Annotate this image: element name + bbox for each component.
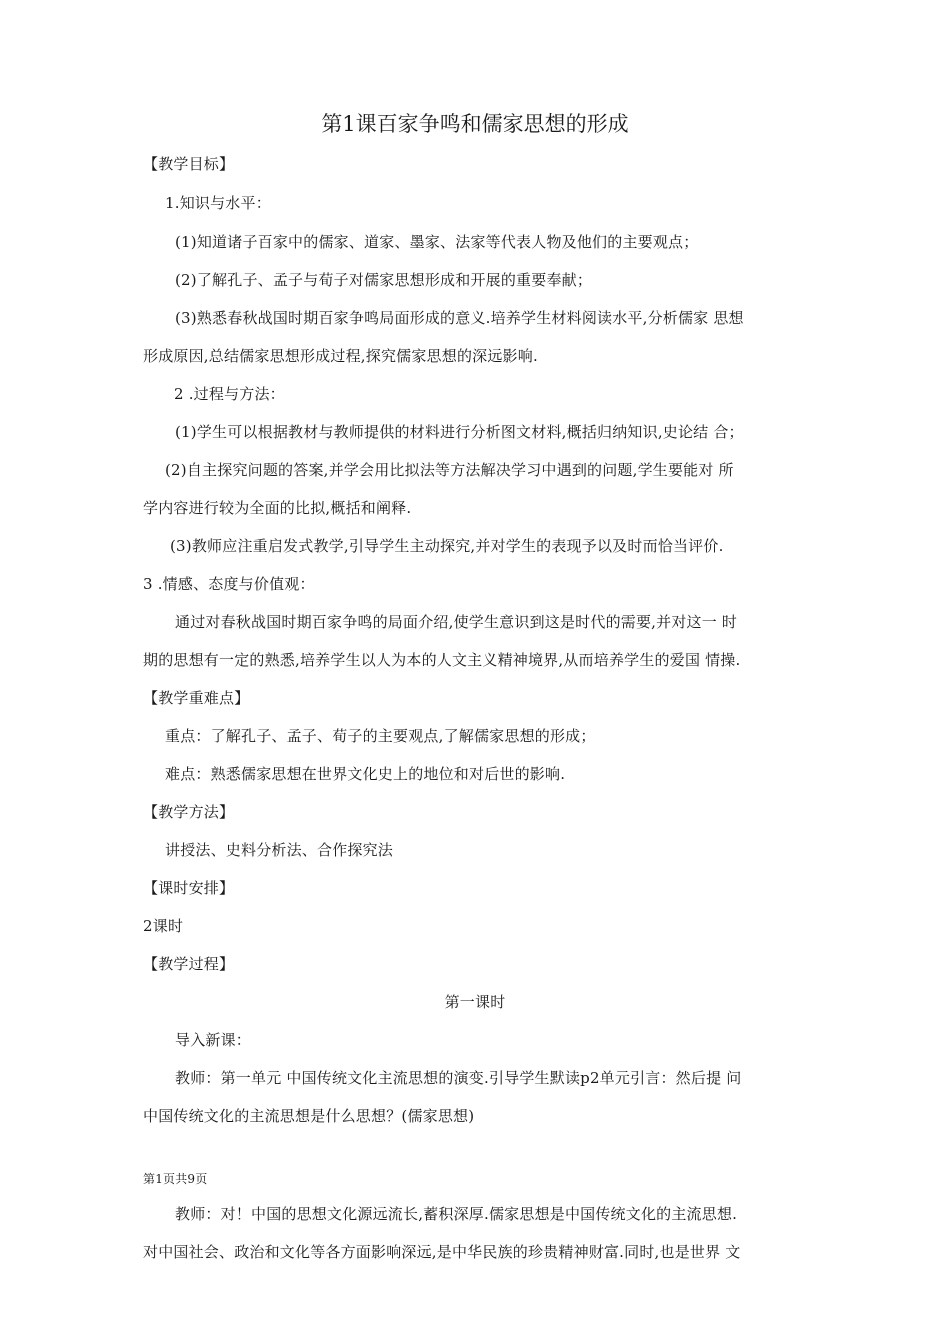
subheading-process: 2 .过程与方法： — [174, 385, 285, 403]
paragraph-line: 通过对春秋战国时期百家争鸣的局面介绍,使学生意识到这是时代的需要,并对这一 时 — [175, 613, 738, 631]
section-heading-keypoints: 【教学重难点】 — [143, 689, 250, 707]
paragraph-line: 对中国社会、政治和文化等各方面影响深远,是中华民族的珍贵精神财富.同时,也是世界 文 — [143, 1243, 741, 1261]
paragraph-line: 教师：对！中国的思想文化源远流长,蓄积深厚.儒家思想是中国传统文化的主流思想. — [175, 1205, 738, 1223]
section-heading-process: 【教学过程】 — [143, 955, 235, 973]
subheading-knowledge: 1.知识与水平： — [165, 194, 271, 212]
section-heading-methods: 【教学方法】 — [143, 803, 235, 821]
subheading-emotion: 3 .情感、态度与价值观： — [143, 575, 315, 593]
paragraph-line: (1)学生可以根据教材与教师提供的材料进行分析图文材料,概括归纳知识,史论结 合； — [175, 423, 744, 441]
paragraph-line: (3)熟悉春秋战国时期百家争鸣局面形成的意义.培养学生材料阅读水平,分析儒家 思想 — [175, 309, 744, 327]
paragraph-line: 中国传统文化的主流思想是什么思想？(儒家思想) — [143, 1107, 475, 1125]
paragraph-line: 导入新课： — [175, 1031, 252, 1049]
paragraph-line: 教师：第一单元 中国传统文化主流思想的演变.引导学生默读p2单元引言：然后提 问 — [175, 1069, 742, 1087]
paragraph-line: 2课时 — [143, 917, 184, 935]
paragraph-line: (1)知道诸子百家中的儒家、道家、墨家、法家等代表人物及他们的主要观点； — [175, 233, 699, 251]
paragraph-line: (2)了解孔子、孟子与荀子对儒家思想形成和开展的重要奉献； — [175, 271, 593, 289]
paragraph-line: 形成原因,总结儒家思想形成过程,探究儒家思想的深远影响. — [143, 347, 538, 365]
section-heading-objectives: 【教学目标】 — [143, 155, 235, 173]
paragraph-line: 难点：熟悉儒家思想在世界文化史上的地位和对后世的影响. — [165, 765, 566, 783]
paragraph-line: (3)教师应注重启发式教学,引导学生主动探究,并对学生的表现予以及时而恰当评价. — [170, 537, 724, 555]
section-heading-schedule: 【课时安排】 — [143, 879, 235, 897]
period-heading: 第一课时 — [444, 993, 506, 1011]
page-footer: 第1页共9页 — [143, 1172, 208, 1186]
paragraph-line: 重点：了解孔子、孟子、荀子的主要观点,了解儒家思想的形成； — [165, 727, 596, 745]
paragraph-line: 期的思想有一定的熟悉,培养学生以人为本的人文主义精神境界,从而培养学生的爱国 情操. — [143, 651, 741, 669]
paragraph-line: (2)自主探究问题的答案,并学会用比拟法等方法解决学习中遇到的问题,学生要能对 所 — [165, 461, 734, 479]
paragraph-line: 讲授法、史料分析法、合作探究法 — [165, 841, 394, 859]
paragraph-line: 学内容进行较为全面的比拟,概括和阐释. — [143, 499, 412, 517]
lesson-title: 第1课百家争鸣和儒家思想的形成 — [321, 112, 629, 136]
